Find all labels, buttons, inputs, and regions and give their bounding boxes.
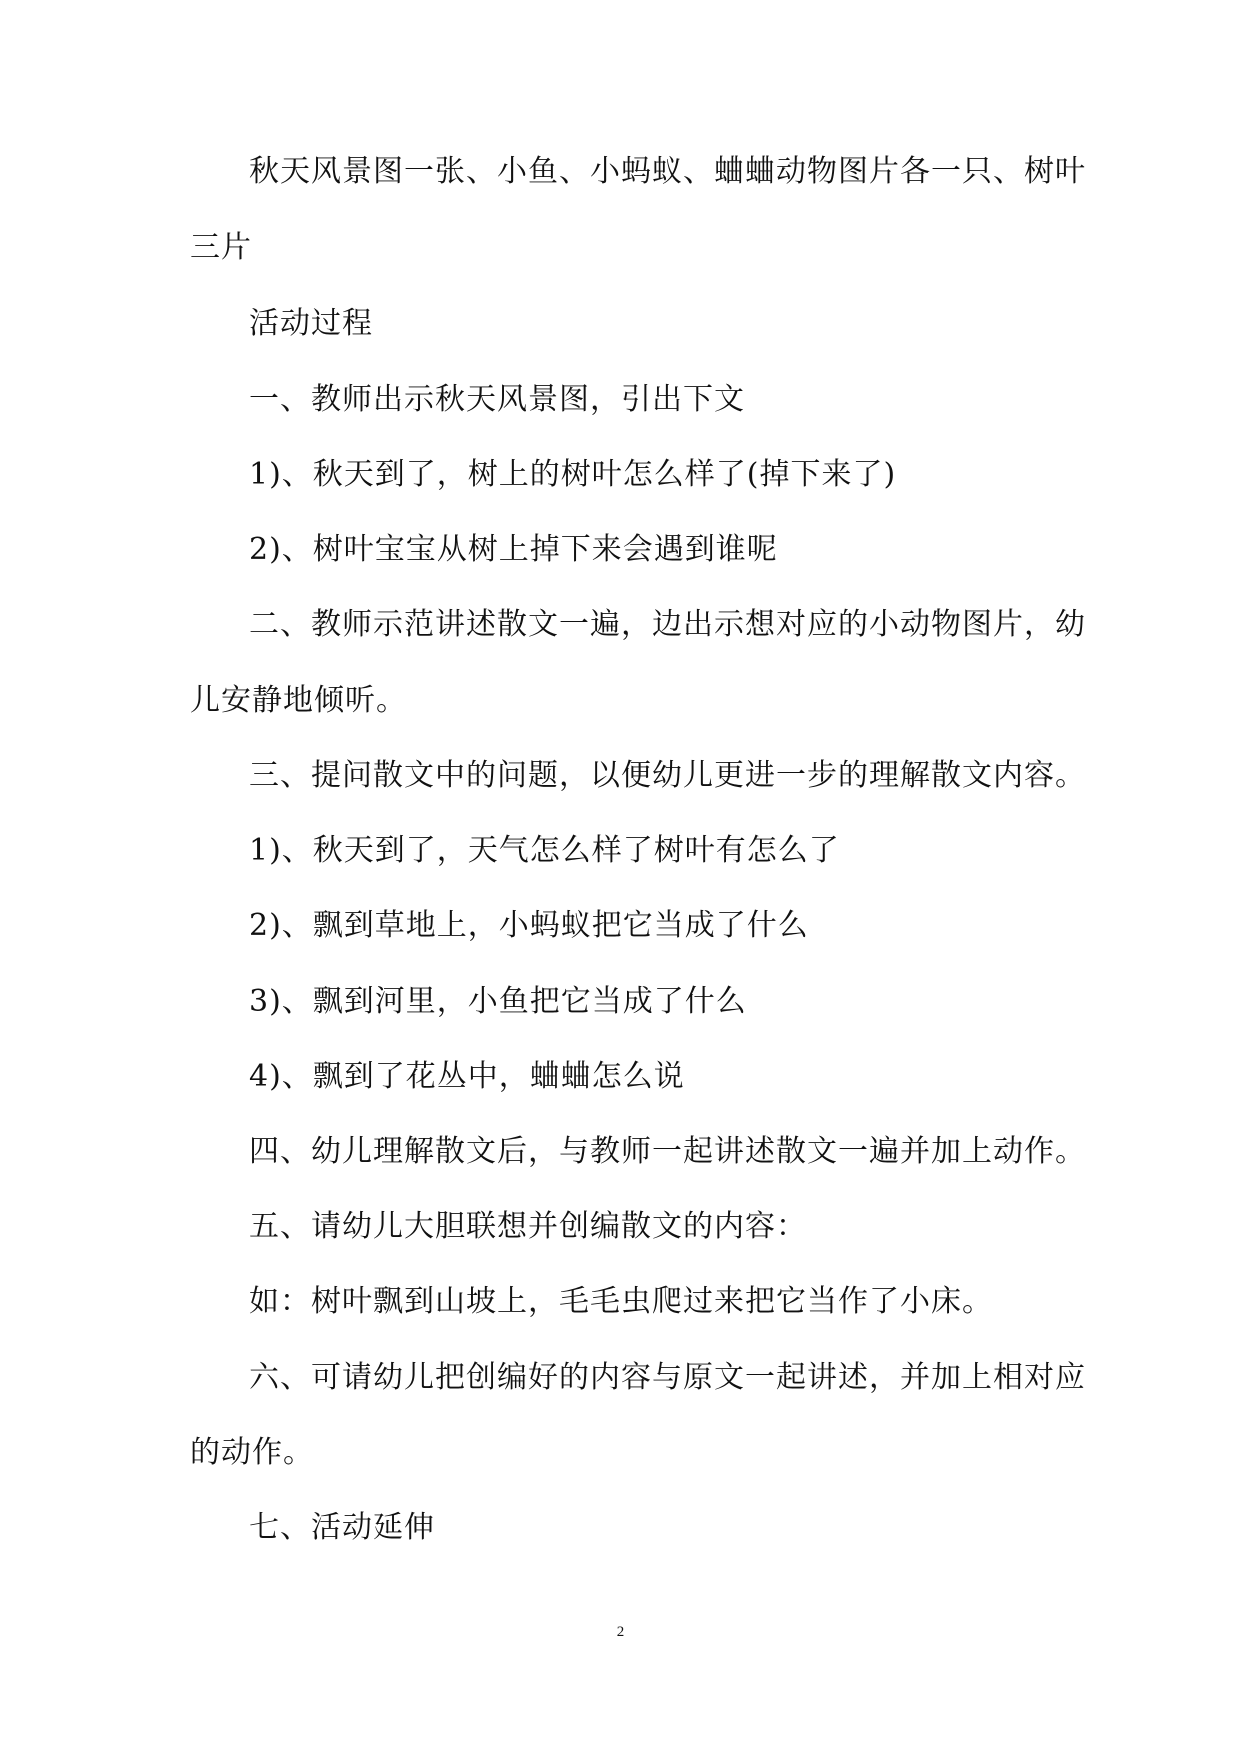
list-item: 2)、飘到草地上，小蚂蚁把它当成了什么 [249,908,809,943]
list-item: 1)、秋天到了，树上的树叶怎么样了(掉下来了) [249,457,897,492]
paragraph-line: 一、教师出示秋天风景图，引出下文 [249,382,745,417]
list-item: 2)、树叶宝宝从树上掉下来会遇到谁呢 [249,532,778,567]
list-item: 1)、秋天到了，天气怎么样了树叶有怎么了 [249,833,840,868]
section-heading: 活动过程 [249,306,373,341]
paragraph-line: 如：树叶飘到山坡上，毛毛虫爬过来把它当作了小床。 [249,1284,993,1319]
list-item: 3)、飘到河里，小鱼把它当成了什么 [249,984,747,1019]
paragraph-line: 秋天风景图一张、小鱼、小蚂蚁、蛐蛐动物图片各一只、树叶 [249,154,1086,189]
list-item: 4)、飘到了花丛中，蛐蛐怎么说 [249,1059,685,1094]
paragraph-line: 三、提问散文中的问题，以便幼儿更进一步的理解散文内容。 [249,758,1086,793]
paragraph-line: 儿安静地倾听。 [190,683,407,718]
paragraph-line: 三片 [190,230,252,265]
paragraph-line: 六、可请幼儿把创编好的内容与原文一起讲述，并加上相对应 [249,1360,1086,1395]
paragraph-line: 五、请幼儿大胆联想并创编散文的内容： [249,1209,807,1244]
paragraph-line: 二、教师示范讲述散文一遍，边出示想对应的小动物图片，幼 [249,607,1086,642]
paragraph-line: 四、幼儿理解散文后，与教师一起讲述散文一遍并加上动作。 [249,1134,1086,1169]
paragraph-line: 七、活动延伸 [249,1510,435,1545]
paragraph-line: 的动作。 [190,1435,314,1470]
page-number: 2 [616,1624,625,1640]
